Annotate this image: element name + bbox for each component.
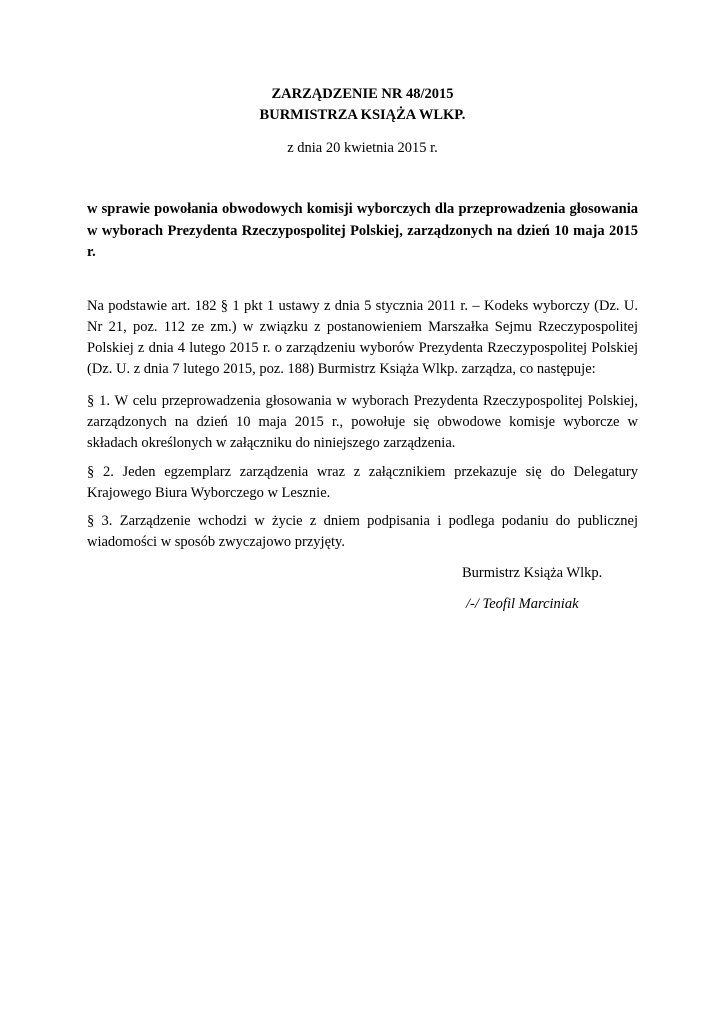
document-title-line1: ZARZĄDZENIE NR 48/2015 xyxy=(271,86,454,102)
signature-title: Burmistrz Książa Wlkp. xyxy=(462,565,603,581)
paragraph-section-1: § 1. W celu przeprowadzenia głosowania w wyborach Prezydenta Rzeczypospolitej Polskiej, zarządzonych na dzień 10 maja 2015 r., powołuje się obwodowe komisje wyborcze w składach określonych w załączniku do niniejszego zarządzenia. xyxy=(87,393,638,451)
document-title-line2: BURMISTRZA KSIĄŻA WLKP. xyxy=(259,107,466,123)
paragraph-section-2: § 2. Jeden egzemplarz zarządzenia wraz z załącznikiem przekazuje się do Delegatury Krajowego Biura Wyborczego w Lesznie. xyxy=(87,464,638,501)
signature-name: /-/ Teofil Marciniak xyxy=(466,596,579,612)
paragraph-section-3: § 3. Zarządzenie wchodzi w życie z dniem podpisania i podlega podaniu do publicznej wiadomości w sposób zwyczajowo przyjęty. xyxy=(87,513,638,550)
document-header xyxy=(0,84,725,126)
paragraph-legal-basis: Na podstawie art. 182 § 1 pkt 1 ustawy z dnia 5 stycznia 2011 r. – Kodeks wyborczy (Dz. U. Nr 21, poz. 112 ze zm.) w związku z postanowieniem Marszałka Sejmu Rzeczypospolitej Polskiej z dnia 4 lutego 2015 r. o zarządzeniu wyborów Prezydenta Rzeczypospolitej Polskiej (Dz. U. z dnia 7 lutego 2015, poz. 188) Burmistrz Książa Wlkp. zarządza, co następuje: xyxy=(87,298,638,377)
document-subject: w sprawie powołania obwodowych komisji wyborczych dla przeprowadzenia głosowania w wyborach Prezydenta Rzeczypospolitej Polskiej, zarządzonych na dzień 10 maja 2015 r. xyxy=(87,201,638,260)
document-date: z dnia 20 kwietnia 2015 r. xyxy=(287,140,438,156)
